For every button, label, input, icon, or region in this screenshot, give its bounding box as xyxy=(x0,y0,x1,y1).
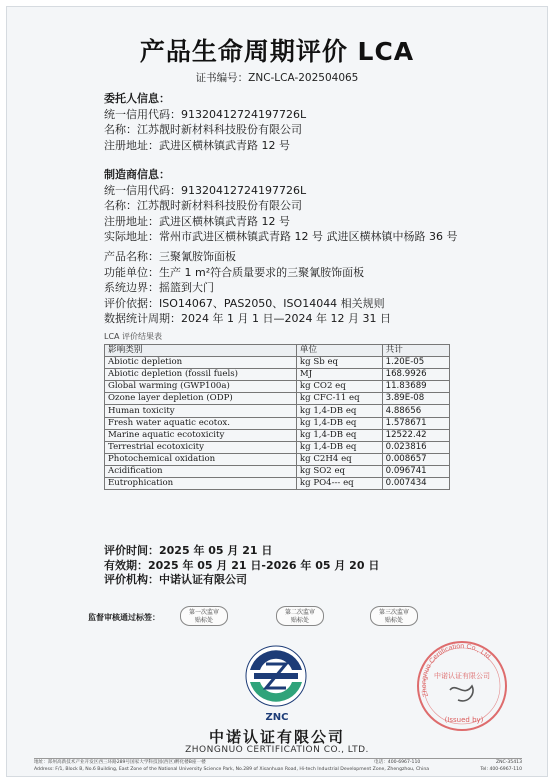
footer-tel-en: Tel: 400-6967-110 xyxy=(480,767,522,772)
total-cell: 0.008657 xyxy=(382,453,449,465)
impact-category-cell: Human toxicity xyxy=(105,405,297,417)
total-cell: 4.88656 xyxy=(382,405,449,417)
total-cell: 0.096741 xyxy=(382,465,449,477)
unit-cell: kg CO2 eq xyxy=(296,381,382,393)
functional-unit: 功能单位：生产 1 m²符合质量要求的三聚氰胺饰面板 xyxy=(104,265,365,279)
footer-doc-number: ZNC-35413 xyxy=(495,760,522,765)
lca-table-body xyxy=(105,357,450,490)
header-unit: 单位 xyxy=(296,345,382,357)
logo-text: ZNC xyxy=(265,712,289,723)
impact-category-cell: Marine aquatic ecotoxicity xyxy=(105,429,297,441)
total-cell: 12522.42 xyxy=(382,429,449,441)
product-info-section xyxy=(104,249,391,327)
unit-cell: kg 1,4-DB eq xyxy=(296,417,382,429)
table-row xyxy=(105,417,450,429)
unit-cell: kg SO2 eq xyxy=(296,465,382,477)
table-row xyxy=(105,453,450,465)
manufacturer-name: 名称：江苏靓时新材料科技股份有限公司 xyxy=(104,199,302,213)
certificate-number: 证书编号：ZNC-LCA-202504065 xyxy=(195,72,359,84)
seal-issued-text: (Issued by) xyxy=(444,716,484,724)
certificate-title: 产品生命周期评价 LCA xyxy=(139,37,415,66)
footer-address-en: Address: F/1, Block B, No.6 Building, East Zone of the National University Science Park, No.289 of Xisanhuan Road, Hi-tech Industrial Development Zone, Zhengzhou, China xyxy=(34,767,430,772)
evaluation-date: 评价时间：2025 年 05 月 21 日 xyxy=(104,544,273,557)
total-cell: 11.83689 xyxy=(382,381,449,393)
impact-category-cell: Global warming (GWP100a) xyxy=(105,381,297,393)
unit-cell: kg PO4--- eq xyxy=(296,478,382,490)
seal-ring-text: Zhongnuo Certification Co., Ltd. xyxy=(420,643,493,698)
total-cell: 0.007434 xyxy=(382,478,449,490)
official-seal-icon xyxy=(414,638,510,734)
third-audit-label-box xyxy=(370,606,418,626)
first-audit-title: 第一次监审 xyxy=(188,609,219,616)
footer xyxy=(34,758,522,775)
footer-address-cn: 地址：郑州高新技术产业开发区西三环路289号国家大学科技园(西区)孵化楼B座一楼 xyxy=(34,760,206,765)
manufacturer-info-section xyxy=(104,167,457,245)
table-row xyxy=(105,393,450,405)
client-address: 注册地址：武进区横林镇武青路 12 号 xyxy=(104,138,290,152)
unit-cell: kg 1,4-DB eq xyxy=(296,429,382,441)
unit-cell: kg C2H4 eq xyxy=(296,453,382,465)
footer-tel-cn: 电话：400-6967-110 xyxy=(374,760,421,765)
table-row xyxy=(105,405,450,417)
table-row xyxy=(105,429,450,441)
seal-inner-text: 中诺认证有限公司 xyxy=(434,672,490,680)
supervision-label: 监督审核通过标签： xyxy=(88,613,160,622)
client-credit-code: 统一信用代码：91320412724197726L xyxy=(104,107,307,121)
svg-text:Zhongnuo Certification Co., Lt xyxy=(421,643,493,697)
validity-section xyxy=(104,544,379,588)
impact-category-cell: Photochemical oxidation xyxy=(105,453,297,465)
company-name-en: ZHONGNUO CERTIFICATION CO., LTD. xyxy=(185,745,369,755)
valid-period: 有效期：2025 年 05 月 21 日-2026 年 05 月 20 日 xyxy=(104,558,380,572)
system-boundary: 系统边界：摇篮到大门 xyxy=(104,281,214,295)
manufacturer-address: 注册地址：武进区横林镇武青路 12 号 xyxy=(104,214,290,228)
total-cell: 3.89E-08 xyxy=(382,393,449,405)
lca-results-table xyxy=(104,344,450,490)
total-cell: 168.9926 xyxy=(382,369,449,381)
company-name-cn: 中诺认证有限公司 xyxy=(208,728,345,746)
second-audit-subtitle: 贴标处 xyxy=(290,617,309,624)
second-audit-label-box xyxy=(276,606,324,626)
total-cell: 1.578671 xyxy=(382,417,449,429)
table-row xyxy=(105,441,450,453)
unit-cell: MJ xyxy=(296,369,382,381)
impact-category-cell: Eutrophication xyxy=(105,478,297,490)
table-row xyxy=(105,369,450,381)
product-name: 产品名称：三聚氰胺饰面板 xyxy=(104,250,236,263)
table-header-row xyxy=(105,345,450,357)
second-audit-title: 第二次监审 xyxy=(284,609,315,616)
total-cell: 0.023816 xyxy=(382,441,449,453)
statistics-period: 数据统计周期：2024 年 1 月 1 日—2024 年 12 月 31 日 xyxy=(104,312,391,326)
table-row xyxy=(105,478,450,490)
total-cell: 1.20E-05 xyxy=(382,357,449,369)
unit-cell: kg 1,4-DB eq xyxy=(296,405,382,417)
manufacturer-heading: 制造商信息： xyxy=(104,168,170,181)
impact-category-cell: Fresh water aquatic ecotox. xyxy=(105,417,297,429)
evaluation-agency: 评价机构：中诺认证有限公司 xyxy=(104,573,247,586)
impact-category-cell: Ozone layer depletion (ODP) xyxy=(105,393,297,405)
table-row xyxy=(105,357,450,369)
manufacturer-actual-address: 实际地址：常州市武进区横林镇武青路 12 号 武进区横林镇中杨路 36 号 xyxy=(104,230,458,244)
table-row xyxy=(105,465,450,477)
first-audit-label-box xyxy=(180,606,228,626)
manufacturer-credit-code: 统一信用代码：91320412724197726L xyxy=(104,183,307,197)
header-impact-category: 影响类别 xyxy=(105,345,297,357)
impact-category-cell: Abiotic depletion (fossil fuels) xyxy=(105,369,297,381)
unit-cell: kg 1,4-DB eq xyxy=(296,441,382,453)
client-name: 名称：江苏靓时新材料科技股份有限公司 xyxy=(104,123,302,137)
impact-category-cell: Abiotic depletion xyxy=(105,357,297,369)
lca-table-caption: LCA 评价结果表 xyxy=(104,332,163,341)
unit-cell: kg Sb eq xyxy=(296,357,382,369)
znc-logo-icon xyxy=(240,640,312,712)
impact-category-cell: Terrestrial ecotoxicity xyxy=(105,441,297,453)
third-audit-title: 第三次监审 xyxy=(378,609,409,616)
header-total: 共计 xyxy=(382,345,449,357)
client-info-section xyxy=(104,91,306,153)
client-heading: 委托人信息： xyxy=(104,92,170,105)
first-audit-subtitle: 贴标处 xyxy=(194,617,213,624)
impact-category-cell: Acidification xyxy=(105,465,297,477)
evaluation-basis: 评价依据：ISO14067、PAS2050、ISO14044 相关规则 xyxy=(104,296,385,310)
table-row xyxy=(105,381,450,393)
third-audit-subtitle: 贴标处 xyxy=(384,617,403,624)
unit-cell: kg CFC-11 eq xyxy=(296,393,382,405)
